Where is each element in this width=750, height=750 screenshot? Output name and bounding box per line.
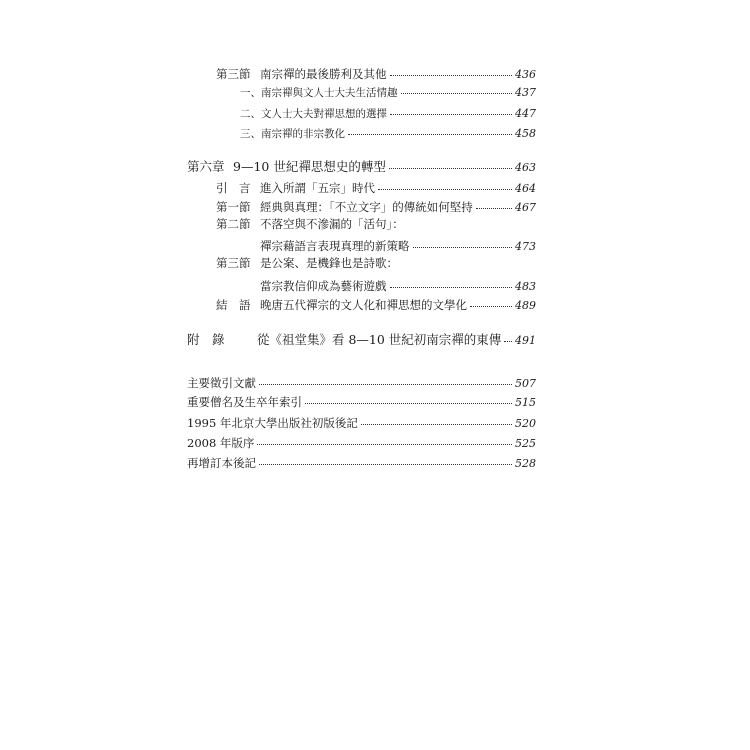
toc-entry-page: 483 <box>515 280 536 293</box>
toc-entry-label: 第三節 <box>216 256 251 270</box>
leader-dots <box>504 329 512 342</box>
toc-entry-title: 是公案、是機鋒也是詩歌： <box>260 256 398 270</box>
toc-backmatter-entry[interactable] <box>187 414 536 431</box>
leader-dots <box>361 412 512 425</box>
toc-entry-title: 2008 年版序 <box>187 436 255 450</box>
toc-entry-page: 525 <box>515 437 536 450</box>
toc-entry-page: 458 <box>515 127 536 140</box>
toc-entry[interactable] <box>216 217 536 231</box>
chapter-label: 第六章 <box>187 159 225 174</box>
toc-entry-title: 重要僧名及生卒年索引 <box>187 395 302 409</box>
toc-entry[interactable] <box>216 296 536 313</box>
toc-backmatter-entry[interactable] <box>187 434 536 451</box>
toc-entry-label: 第二節 <box>216 217 251 231</box>
toc-entry-page: 515 <box>515 396 536 409</box>
toc-entry-page: 437 <box>515 86 536 99</box>
toc-subentry[interactable] <box>240 124 536 141</box>
leader-dots <box>259 372 512 385</box>
toc-entry-title: 當宗教信仰成為藝術遊戲 <box>260 279 387 293</box>
toc-entry-title: 二、文人士大夫對禪思想的選擇 <box>240 108 387 120</box>
toc-chapter-entry[interactable] <box>187 158 536 175</box>
leader-dots <box>305 391 512 404</box>
toc-entry-page: 436 <box>515 68 536 81</box>
toc-entry-page: 467 <box>515 201 536 214</box>
leader-dots <box>348 122 512 135</box>
toc-entry[interactable] <box>216 198 536 215</box>
toc-entry-title: 晚唐五代禪宗的文人化和禪思想的文學化 <box>260 298 467 312</box>
toc-entry-title: 再增訂本後記 <box>187 456 256 470</box>
toc-entry-page: 491 <box>515 334 536 347</box>
leader-dots <box>476 196 512 209</box>
leader-dots <box>390 102 512 115</box>
leader-dots <box>401 81 513 94</box>
toc-subentry[interactable] <box>240 104 536 121</box>
toc-entry-title: 南宗禪的最後勝利及其他 <box>260 67 387 81</box>
toc-entry-label: 引 言 <box>216 181 251 195</box>
toc-entry-title: 進入所謂「五宗」時代 <box>260 181 375 195</box>
leader-dots <box>390 275 513 288</box>
toc-subentry[interactable] <box>240 83 536 100</box>
toc-appendix-entry[interactable] <box>187 331 536 348</box>
toc-entry-page: 447 <box>515 107 536 120</box>
toc-entry-continuation[interactable] <box>260 237 536 254</box>
toc-entry-label: 第三節 <box>216 67 251 81</box>
toc-backmatter-entry[interactable] <box>187 454 536 471</box>
toc-entry-label: 結 語 <box>216 298 251 312</box>
toc-entry-continuation[interactable] <box>260 277 536 294</box>
chapter-title: 9—10 世紀禪思想史的轉型 <box>233 159 386 174</box>
toc-entry-page: 464 <box>515 182 536 195</box>
leader-dots <box>389 156 512 169</box>
toc-entry[interactable] <box>216 179 536 196</box>
leader-dots <box>259 452 512 465</box>
toc-entry-title: 不落空與不滲漏的「活句」： <box>260 217 404 231</box>
toc-entry-title: 1995 年北京大學出版社初版後記 <box>187 416 358 430</box>
toc-entry[interactable] <box>216 256 536 270</box>
toc-entry-label: 第一節 <box>216 200 251 214</box>
toc-entry-title: 禪宗藉語言表現真理的新策略 <box>260 239 410 253</box>
toc-entry[interactable] <box>216 65 536 82</box>
leader-dots <box>413 235 513 248</box>
toc-entry-page: 489 <box>515 299 536 312</box>
toc-entry-page: 507 <box>515 377 536 390</box>
toc-backmatter-entry[interactable] <box>187 374 536 391</box>
toc-entry-title: 主要徵引文獻 <box>187 376 256 390</box>
leader-dots <box>257 432 512 445</box>
appendix-title: 從《祖堂集》看 8—10 世紀初南宗禪的東傳 <box>257 332 502 347</box>
toc-entry-page: 463 <box>515 161 536 174</box>
toc-entry-page: 528 <box>515 457 536 470</box>
toc-entry-page: 520 <box>515 417 536 430</box>
leader-dots <box>390 63 513 76</box>
toc-entry-title: 三、南宗禪的非宗教化 <box>240 128 345 140</box>
leader-dots <box>378 177 512 190</box>
appendix-label: 附 錄 <box>187 332 225 347</box>
toc-entry-title: 一、南宗禪與文人士大夫生活情趣 <box>240 87 398 99</box>
toc-entry-page: 473 <box>515 240 536 253</box>
toc-entry-title: 經典與真理：「不立文字」的傳統如何堅持 <box>260 200 473 214</box>
toc-backmatter-entry[interactable] <box>187 393 536 410</box>
leader-dots <box>470 294 512 307</box>
